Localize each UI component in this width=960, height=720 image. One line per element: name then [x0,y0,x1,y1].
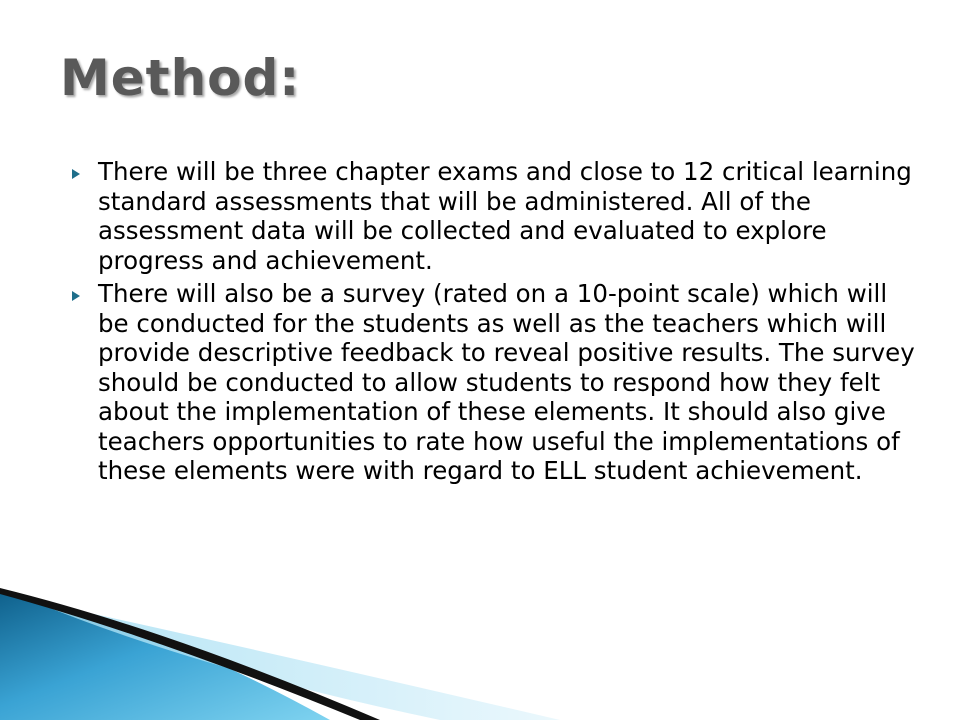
triangle-bullet-icon [72,169,80,179]
bullet-text: There will be three chapter exams and close to 12 critical learning standard assessments that will be administered. All of the assessment data will be collected and evaluated to explore progress and achievement. [98,157,912,275]
decorative-swoosh [0,580,960,720]
slide-title: Method: [60,49,301,107]
triangle-bullet-icon [72,291,80,301]
blue-swoosh-shape [0,590,330,720]
bullet-item [70,279,920,486]
bullet-item [70,157,920,275]
bullet-list [70,157,920,490]
bullet-text: There will also be a survey (rated on a 10-point scale) which will be conducted for the students as well as the teachers which will provide descriptive feedback to reveal positive results. The survey should be conducted to allow students to respond how they felt about the implementation of these elements. It should also give teachers opportunities to rate how useful the implementations of these elements were with regard to ELL student achievement. [98,279,915,485]
